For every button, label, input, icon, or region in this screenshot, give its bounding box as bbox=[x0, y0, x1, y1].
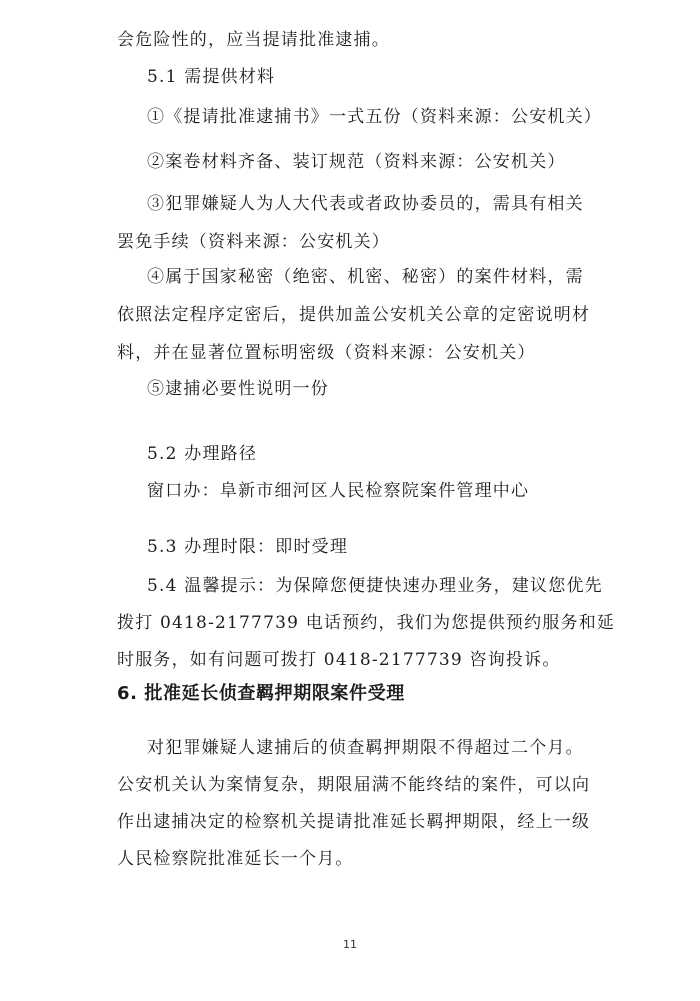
tip-label: 5.4 温馨提示： bbox=[147, 576, 276, 596]
section-heading-5-3: 5.3 办理时限：即时受理 bbox=[147, 537, 349, 557]
text-line: 时服务，如有问题可拨打 0418-2177739 咨询投诉。 bbox=[117, 650, 561, 670]
text-line: 拨打 0418-2177739 电话预约，我们为您提供预约服务和延 bbox=[117, 613, 616, 633]
page-number: 11 bbox=[343, 938, 357, 951]
list-item: ⑤逮捕必要性说明一份 bbox=[147, 379, 329, 399]
text-line: 会危险性的，应当提请批准逮捕。 bbox=[117, 30, 390, 50]
section-heading-5-1: 5.1 需提供材料 bbox=[147, 67, 276, 87]
tip-text: 为保障您便捷快速办理业务，建议您优先 bbox=[275, 576, 603, 596]
list-item: ③犯罪嫌疑人为人大代表或者政协委员的，需具有相关 bbox=[147, 194, 584, 214]
text-line: 依照法定程序定密后，提供加盖公安机关公章的定密说明材 bbox=[117, 305, 591, 325]
list-item: ①《提请批准逮捕书》一式五份（资料来源：公安机关） bbox=[147, 107, 602, 127]
text-line: 料，并在显著位置标明密级（资料来源：公安机关） bbox=[117, 343, 536, 363]
text-line: 窗口办：阜新市细河区人民检察院案件管理中心 bbox=[147, 481, 530, 501]
section-heading-6: 6. 批准延长侦查羁押期限案件受理 bbox=[117, 683, 405, 704]
paragraph-line: 人民检察院批准延长一个月。 bbox=[117, 849, 354, 869]
list-item: ②案卷材料齐备、装订规范（资料来源：公安机关） bbox=[147, 152, 566, 172]
paragraph-line: 对犯罪嫌疑人逮捕后的侦查羁押期限不得超过二个月。 bbox=[147, 738, 584, 758]
section-heading-5-2: 5.2 办理路径 bbox=[147, 444, 258, 464]
paragraph-line: 公安机关认为案情复杂，期限届满不能终结的案件，可以向 bbox=[117, 775, 591, 795]
text-line: 罢免手续（资料来源：公安机关） bbox=[117, 232, 390, 252]
tip-line bbox=[147, 575, 603, 597]
list-item: ④属于国家秘密（绝密、机密、秘密）的案件材料，需 bbox=[147, 267, 584, 287]
paragraph-line: 作出逮捕决定的检察机关提请批准延长羁押期限，经上一级 bbox=[117, 812, 591, 832]
